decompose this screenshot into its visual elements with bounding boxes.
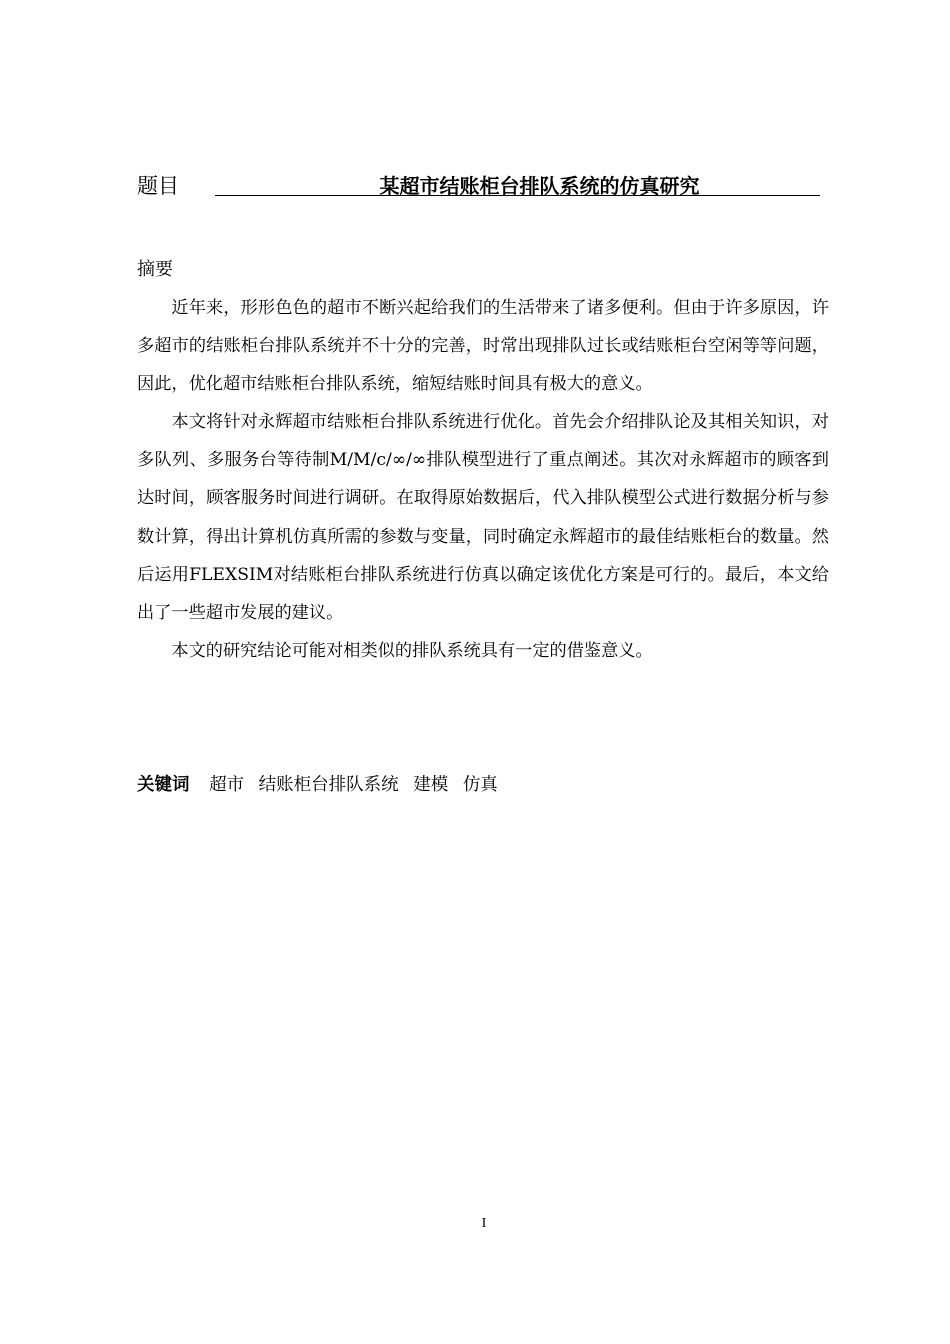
keywords-label: 关键词	[137, 775, 190, 795]
thesis-title: 某超市结账柜台排队系统的仿真研究	[379, 174, 700, 198]
keyword-item: 仿真	[462, 775, 498, 795]
abstract-heading: 摘要	[137, 259, 173, 280]
keyword-item: 建模	[413, 775, 449, 795]
abstract-body	[137, 289, 829, 670]
abstract-paragraph-1: 近年来，形形色色的超市不断兴起给我们的生活带来了诸多便利。但由于许多原因，许多超市的结账柜台排队系统并不十分的完善，时常出现排队过长或结账柜台空闲等等问题，因此，优化超市结账柜台排队系统，缩短结账时间具有极大的意义。	[137, 298, 829, 395]
keyword-item: 结账柜台排队系统	[258, 775, 399, 795]
title-label: 题目	[137, 174, 179, 198]
title-row	[137, 172, 820, 202]
keyword-item: 超市	[209, 775, 245, 795]
page-number: I	[481, 1216, 487, 1231]
abstract-paragraph-2: 本文将针对永辉超市结账柜台排队系统进行优化。首先会介绍排队论及其相关知识，对多队列、多服务台等待制M/M/c/∞/∞排队模型进行了重点阐述。其次对永辉超市的顾客到达时间，顾客服务时间进行调研。在取得原始数据后，代入排队模型公式进行数据分析与参数计算，得出计算机仿真所需的参数与变量，同时确定永辉超市的最佳结账柜台的数量。然后运用FLEXSIM对结账柜台排队系统进行仿真以确定该优化方案是可行的。最后，本文给出了一些超市发展的建议。	[137, 412, 829, 623]
keywords-line	[137, 771, 507, 799]
title-underline-field	[215, 172, 820, 196]
abstract-paragraph-3: 本文的研究结论可能对相类似的排队系统具有一定的借鉴意义。	[171, 640, 653, 661]
